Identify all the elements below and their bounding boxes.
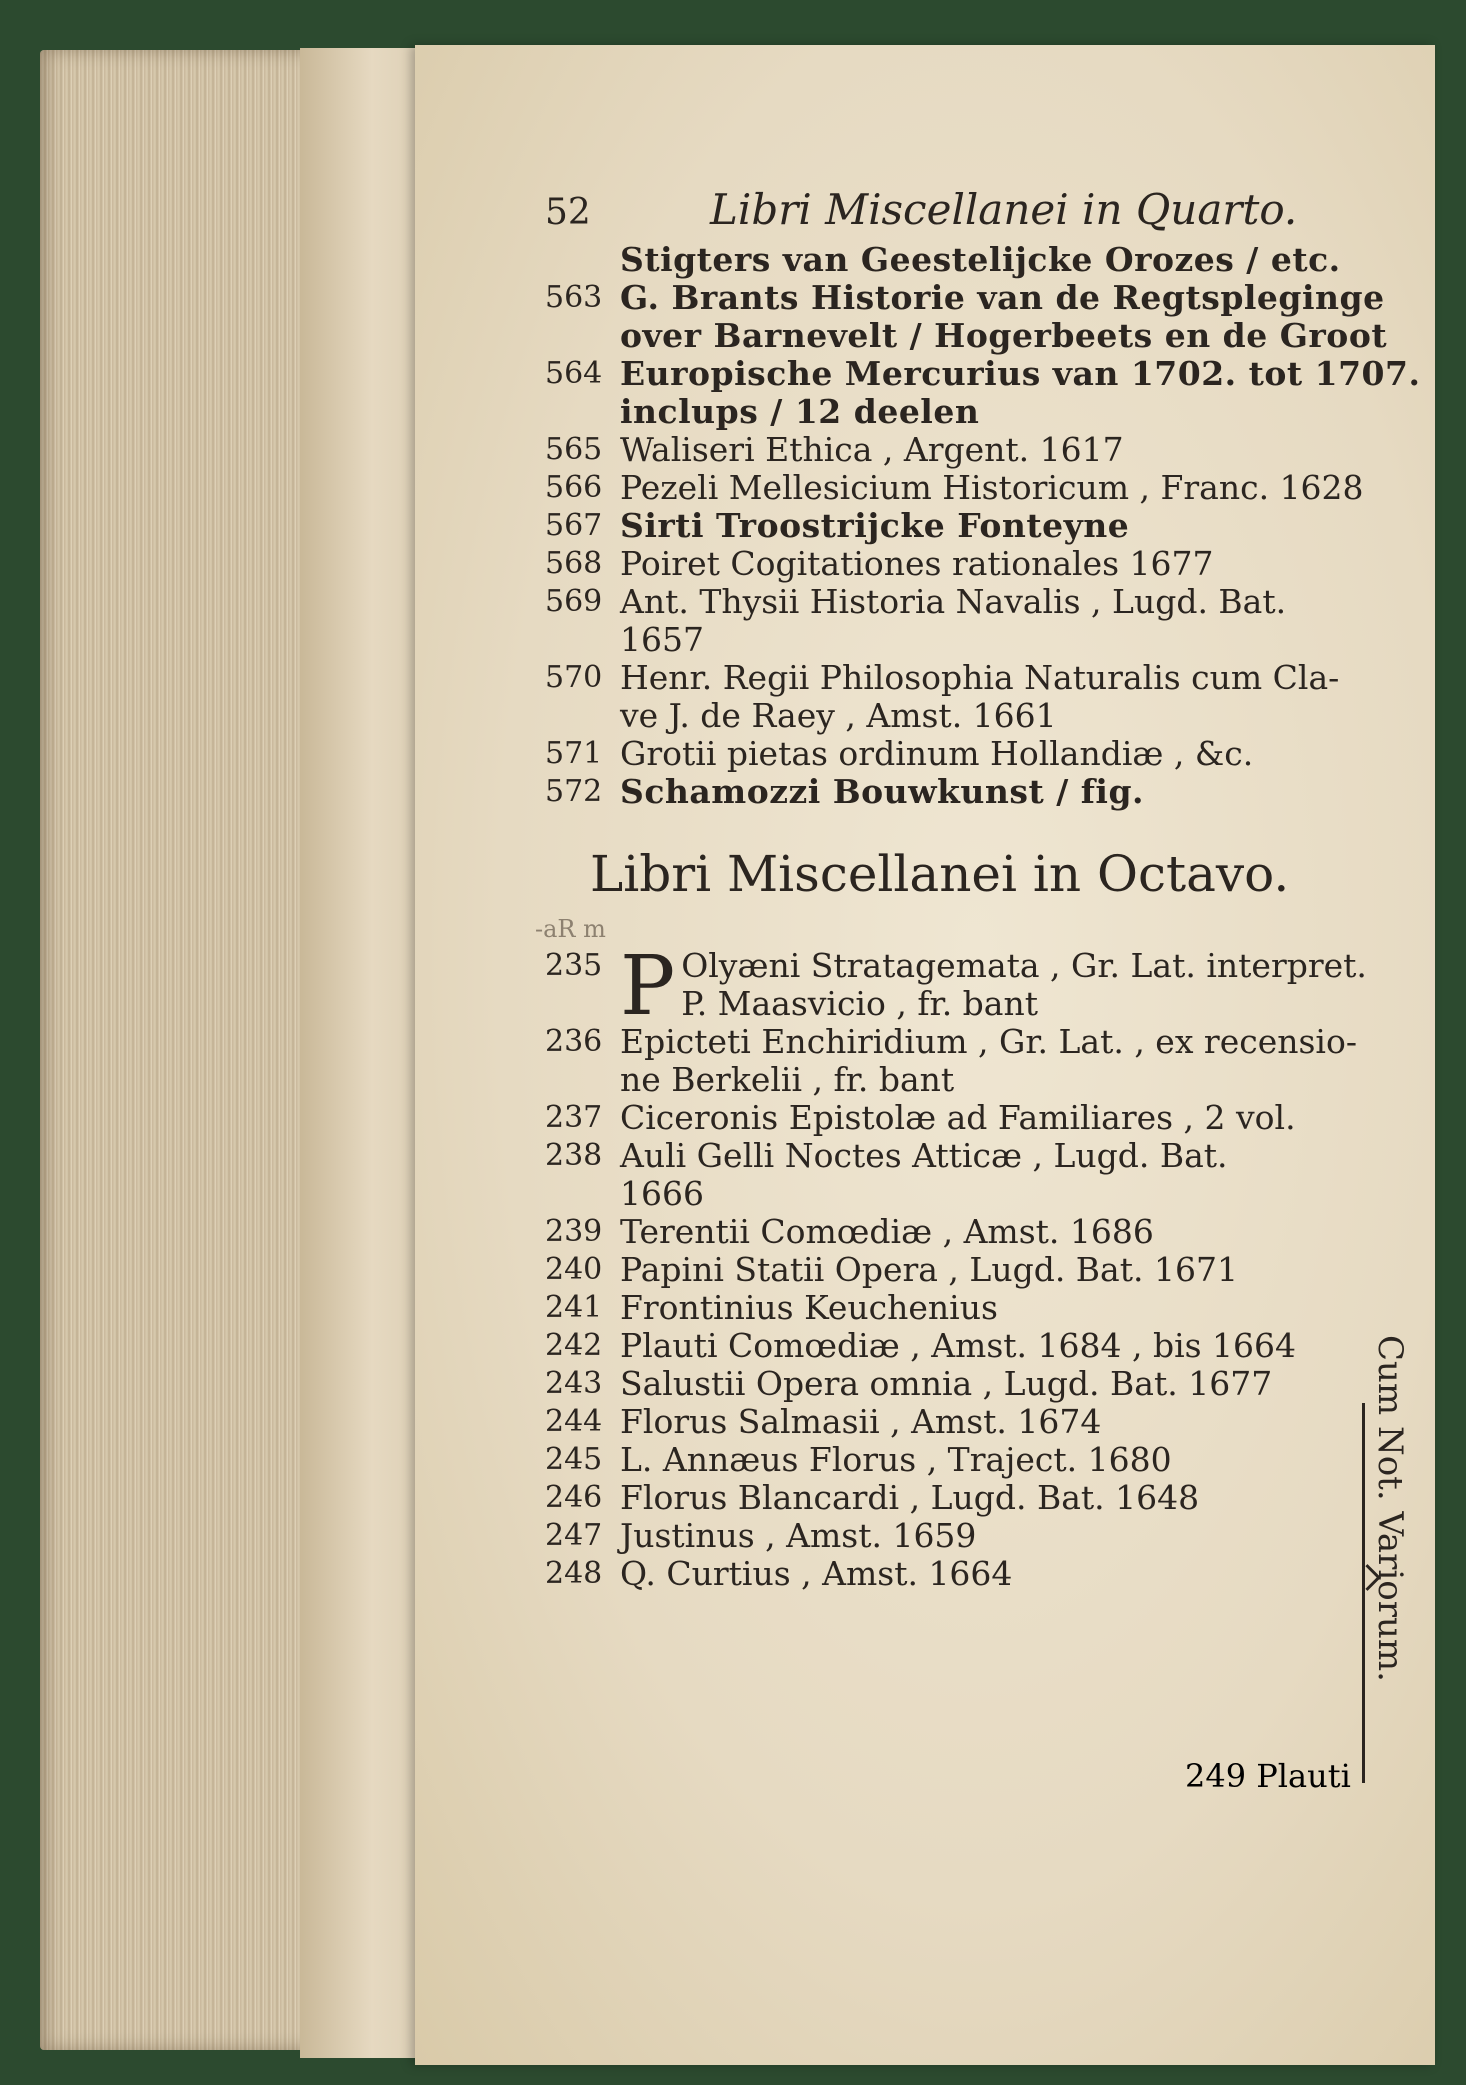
entry-line: Grotii pietas ordinum Hollandiæ , &c. <box>620 734 1254 773</box>
lot-number: 248 <box>545 1556 603 1591</box>
lot-number: 567 <box>545 508 603 543</box>
list-item <box>545 431 1445 469</box>
entry-text <box>620 545 1445 583</box>
entry-line: L. Annæus Florus , Traject. 1680 <box>620 1440 1172 1479</box>
entry-line: Olyæni Stratagemata , Gr. Lat. interpret. <box>681 946 1367 985</box>
entry-line: Schamozzi Bouwkunst / fig. <box>620 772 1145 811</box>
entry-text <box>620 507 1445 545</box>
entry-line: over Barnevelt / Hogerbeets en de Groot <box>620 316 1388 355</box>
lot-number: 235 <box>545 948 603 983</box>
entry-text <box>620 1023 1445 1099</box>
lot-number: 236 <box>545 1024 603 1059</box>
lot-number: 245 <box>545 1442 603 1477</box>
entry-text <box>620 1441 1445 1479</box>
list-item <box>545 507 1445 545</box>
running-head <box>545 185 1445 241</box>
octavo-list <box>545 1023 1445 1593</box>
list-item <box>545 241 1445 279</box>
book-page <box>415 45 1435 2065</box>
lot-number: 243 <box>545 1366 603 1401</box>
entry-line: 1666 <box>620 1174 704 1213</box>
lot-number: 242 <box>545 1328 603 1363</box>
list-item <box>545 1213 1445 1251</box>
list-item <box>545 735 1445 773</box>
octavo-heading: Libri Miscellanei in Octavo. <box>590 845 1290 903</box>
page-fold <box>300 48 420 2058</box>
lot-number: 570 <box>545 660 603 695</box>
list-item <box>545 1137 1445 1213</box>
entry-line: Henr. Regii Philosophia Naturalis cum Cla- <box>620 658 1340 697</box>
lot-number: 241 <box>545 1290 603 1325</box>
entry-line: Auli Gelli Noctes Atticæ , Lugd. Bat. <box>620 1136 1228 1175</box>
quarto-list <box>545 241 1445 811</box>
entry-text <box>620 279 1445 355</box>
entry-text <box>620 583 1445 659</box>
lot-number: 564 <box>545 356 603 391</box>
list-item <box>545 773 1445 811</box>
entry-text <box>620 773 1445 811</box>
drop-cap: P <box>620 939 676 1034</box>
entry-text <box>620 1555 1445 1593</box>
brace-label: Cum Not. Variorum. <box>1370 1335 1410 1682</box>
running-title: Libri Miscellanei in Quarto. <box>710 185 1298 234</box>
entry-line: G. Brants Historie van de Regtsplegingе <box>620 278 1385 317</box>
entry-line: Waliseri Ethica , Argent. 1617 <box>620 430 1124 469</box>
lot-number: 246 <box>545 1480 603 1515</box>
list-item <box>545 1289 1445 1327</box>
entry-line: Europische Mercurius van 1702. tot 1707. <box>620 354 1421 393</box>
entry-text <box>620 1479 1445 1517</box>
entry-line: ne Berkelii , fr. bant <box>620 1060 955 1099</box>
entry-line: Ciceronis Epistolæ ad Familiares , 2 vol. <box>620 1098 1296 1137</box>
entry-line: Ant. Thysii Historia Navalis , Lugd. Bat. <box>620 582 1287 621</box>
entry-text <box>620 431 1445 469</box>
list-item <box>545 355 1445 431</box>
entry-line: Pezeli Mellesicium Historicum , Franc. 1628 <box>620 468 1364 507</box>
catchword: 249 Plauti <box>1185 1757 1351 1795</box>
list-item <box>545 1517 1445 1555</box>
page-number: 52 <box>545 192 591 233</box>
entry-line: Sirti Troostrijcke Fonteyne <box>620 506 1130 545</box>
lot-number: 569 <box>545 584 603 619</box>
lot-number: 240 <box>545 1252 603 1287</box>
entry-line: Q. Curtius , Amst. 1664 <box>620 1554 1013 1593</box>
lot-number: 238 <box>545 1138 603 1173</box>
lot-number: 568 <box>545 546 603 581</box>
entry-text <box>620 1213 1445 1251</box>
lot-number: 237 <box>545 1100 603 1135</box>
entry-text <box>620 1289 1445 1327</box>
entry-line: Florus Blancardi , Lugd. Bat. 1648 <box>620 1478 1200 1517</box>
entry-line: ve J. de Raey , Amst. 1661 <box>620 696 1057 735</box>
lot-number: 571 <box>545 736 603 771</box>
list-item <box>545 545 1445 583</box>
entry-text <box>620 469 1445 507</box>
list-item <box>545 939 1445 1034</box>
lot-number: 239 <box>545 1214 603 1249</box>
entry-line: Frontinius Keuchenius <box>620 1288 998 1327</box>
list-item <box>545 1327 1445 1365</box>
entry-line: P. Maasvicio , fr. bant <box>681 984 1038 1023</box>
entry-text <box>620 735 1445 773</box>
brace-line <box>1362 1403 1369 1783</box>
lot-number: 566 <box>545 470 603 505</box>
lot-number: 563 <box>545 280 603 315</box>
entry-line: Terentii Comœdiæ , Amst. 1686 <box>620 1212 1154 1251</box>
list-item <box>545 1365 1445 1403</box>
list-item <box>545 1251 1445 1289</box>
entry-line: Papini Statii Opera , Lugd. Bat. 1671 <box>620 1250 1238 1289</box>
entry-text <box>620 1365 1445 1403</box>
entry-text <box>620 355 1445 431</box>
entry-line: Florus Salmasii , Amst. 1674 <box>620 1402 1102 1441</box>
entry-text <box>620 1137 1445 1213</box>
list-item <box>545 583 1445 659</box>
list-item <box>545 1479 1445 1517</box>
list-item <box>545 1023 1445 1099</box>
entry-text <box>620 1403 1445 1441</box>
entry-line: Salustii Opera omnia , Lugd. Bat. 1677 <box>620 1364 1273 1403</box>
lot-number: 565 <box>545 432 603 467</box>
entry-text <box>620 1327 1445 1365</box>
offset-smudge-text: -aR m <box>535 915 606 943</box>
list-item <box>545 659 1445 735</box>
entry-text <box>620 939 1445 1034</box>
list-item <box>545 469 1445 507</box>
page-text <box>535 185 1445 1593</box>
entry-line: inclups / 12 deelen <box>620 392 980 431</box>
lot-number: 247 <box>545 1518 603 1553</box>
entry-text <box>620 241 1445 279</box>
list-item <box>545 1555 1445 1593</box>
lot-number: 244 <box>545 1404 603 1439</box>
entry-text <box>620 1517 1445 1555</box>
entry-text <box>620 659 1445 735</box>
list-item <box>545 279 1445 355</box>
entry-line: Plauti Comœdiæ , Amst. 1684 , bis 1664 <box>620 1326 1297 1365</box>
entry-text <box>620 1099 1445 1137</box>
list-item <box>545 1441 1445 1479</box>
list-item <box>545 1403 1445 1441</box>
entry-line: 1657 <box>620 620 704 659</box>
lot-number: 572 <box>545 774 603 809</box>
entry-line: Justinus , Amst. 1659 <box>620 1516 977 1555</box>
list-item <box>545 1099 1445 1137</box>
entry-line: Epicteti Enchiridium , Gr. Lat. , ex recensio- <box>620 1022 1358 1061</box>
entry-text <box>620 1251 1445 1289</box>
entry-line: Stigters van Geestelijcke Orozes / etc. <box>620 240 1341 279</box>
entry-line: Poiret Cogitationes rationales 1677 <box>620 544 1214 583</box>
